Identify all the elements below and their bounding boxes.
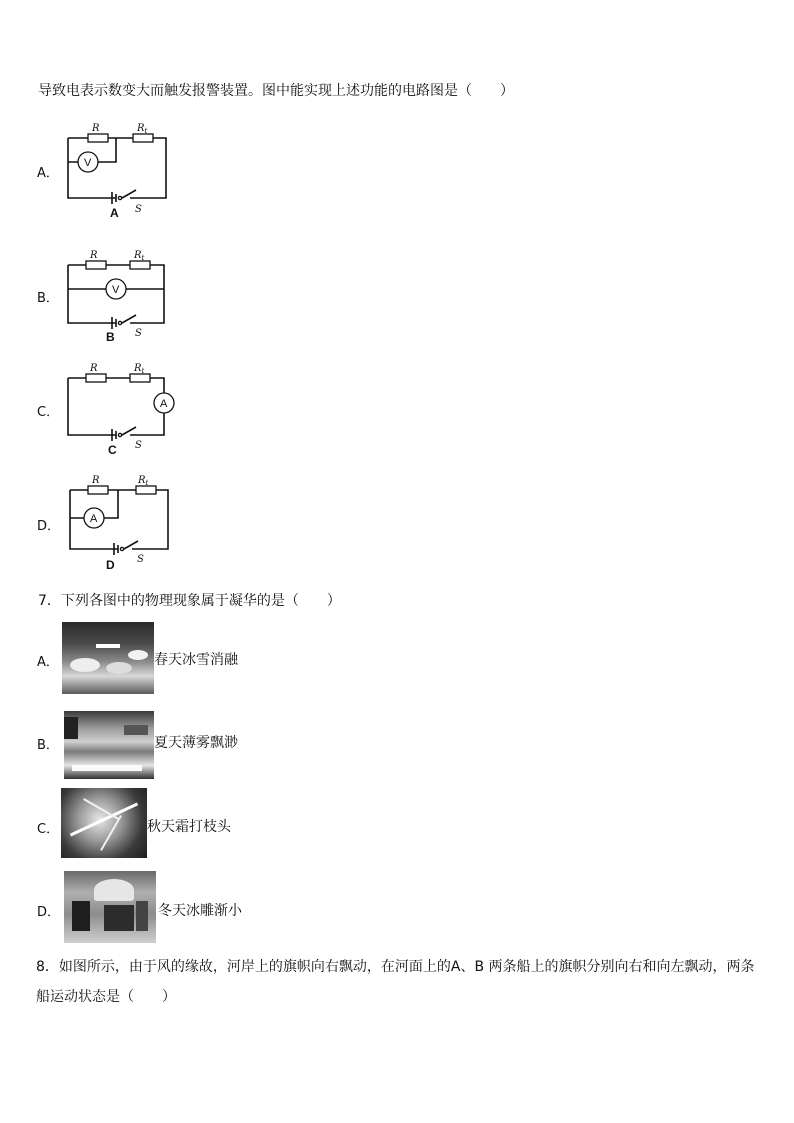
- circuit-b-caption: B: [106, 330, 115, 344]
- switch-pivot-c: [118, 433, 121, 436]
- circuit-c-caption: C: [108, 443, 117, 457]
- resistor-r-d: [88, 486, 108, 494]
- switch-a-label: S: [135, 204, 142, 215]
- switch-d-label: S: [137, 554, 144, 565]
- resistor-r-a: [88, 134, 108, 142]
- q7-option-a-caption: 春天冰雪消融: [154, 652, 238, 668]
- q6-option-d-label: D．: [37, 519, 61, 534]
- resistor-rt-c-label: $R_t$: [134, 363, 145, 375]
- circuit-diagram-a: [60, 120, 180, 220]
- resistor-rt-a-label: $R_t$: [137, 123, 148, 135]
- switch-pivot-b: [118, 321, 121, 324]
- photo-summer-mist: [64, 711, 154, 779]
- resistor-r-b-label: R: [90, 250, 98, 261]
- switch-c-label: S: [135, 440, 142, 451]
- ammeter-d-symbol: A: [90, 513, 98, 525]
- photo-snow-melting: [62, 622, 154, 694]
- q7-option-a-label: A．: [37, 655, 59, 670]
- voltmeter-a-symbol: V: [84, 157, 92, 169]
- switch-pivot-a: [118, 196, 121, 199]
- q7-option-c-label: C．: [37, 822, 60, 837]
- q7-option-b-label: B．: [37, 738, 59, 753]
- q6-option-a-label: A．: [37, 166, 59, 181]
- resistor-r-b: [86, 261, 106, 269]
- resistor-rt-b: [130, 261, 150, 269]
- q7-option-c-caption: 秋天霜打枝头: [147, 819, 231, 835]
- q6-option-b-label: B．: [37, 291, 59, 306]
- circuit-d-caption: D: [106, 558, 115, 572]
- voltmeter-b-symbol: V: [112, 284, 120, 296]
- switch-blade-b: [122, 315, 136, 323]
- q8-stem-line2: 船运动状态是（ ）: [36, 989, 176, 1005]
- switch-b-label: S: [135, 328, 142, 339]
- q7-option-d-caption: 冬天冰雕渐小: [158, 903, 242, 919]
- circuit-diagram-d: [60, 472, 180, 572]
- resistor-r-c: [86, 374, 106, 382]
- q7-option-d-label: D．: [37, 905, 61, 920]
- circuit-c-wires: [68, 378, 164, 435]
- circuit-a-caption: A: [110, 206, 119, 220]
- switch-blade-a: [122, 190, 136, 198]
- resistor-rt-b-label: $R_t$: [134, 250, 145, 262]
- resistor-r-a-label: R: [92, 123, 100, 134]
- q6-intro-text: 导致电表示数变大而触发报警装置。图中能实现上述功能的电路图是（ ）: [38, 83, 514, 99]
- resistor-rt-d: [136, 486, 156, 494]
- circuit-diagram-c: [60, 360, 190, 460]
- photo-ice-sculpture: [64, 871, 156, 943]
- resistor-rt-a: [133, 134, 153, 142]
- q7-option-b-caption: 夏天薄雾飘渺: [154, 735, 238, 751]
- switch-blade-d: [124, 541, 138, 549]
- resistor-r-c-label: R: [90, 363, 98, 374]
- switch-pivot-d: [120, 547, 123, 550]
- switch-blade-c: [122, 427, 136, 435]
- photo-frost-branch: [61, 788, 147, 858]
- resistor-r-d-label: R: [92, 475, 100, 486]
- resistor-rt-d-label: $R_t$: [138, 475, 149, 487]
- q6-option-c-label: C．: [37, 405, 60, 420]
- ammeter-c-symbol: A: [160, 398, 168, 410]
- resistor-rt-c: [130, 374, 150, 382]
- q7-stem-text: 7．下列各图中的物理现象属于凝华的是（ ）: [38, 593, 341, 609]
- circuit-diagram-b: [60, 245, 180, 345]
- q8-stem-line1: 8．如图所示，由于风的缘故，河岸上的旗帜向右飘动，在河面上的A、B 两条船上的旗帜分别向右和向左飘动，两条: [36, 959, 755, 975]
